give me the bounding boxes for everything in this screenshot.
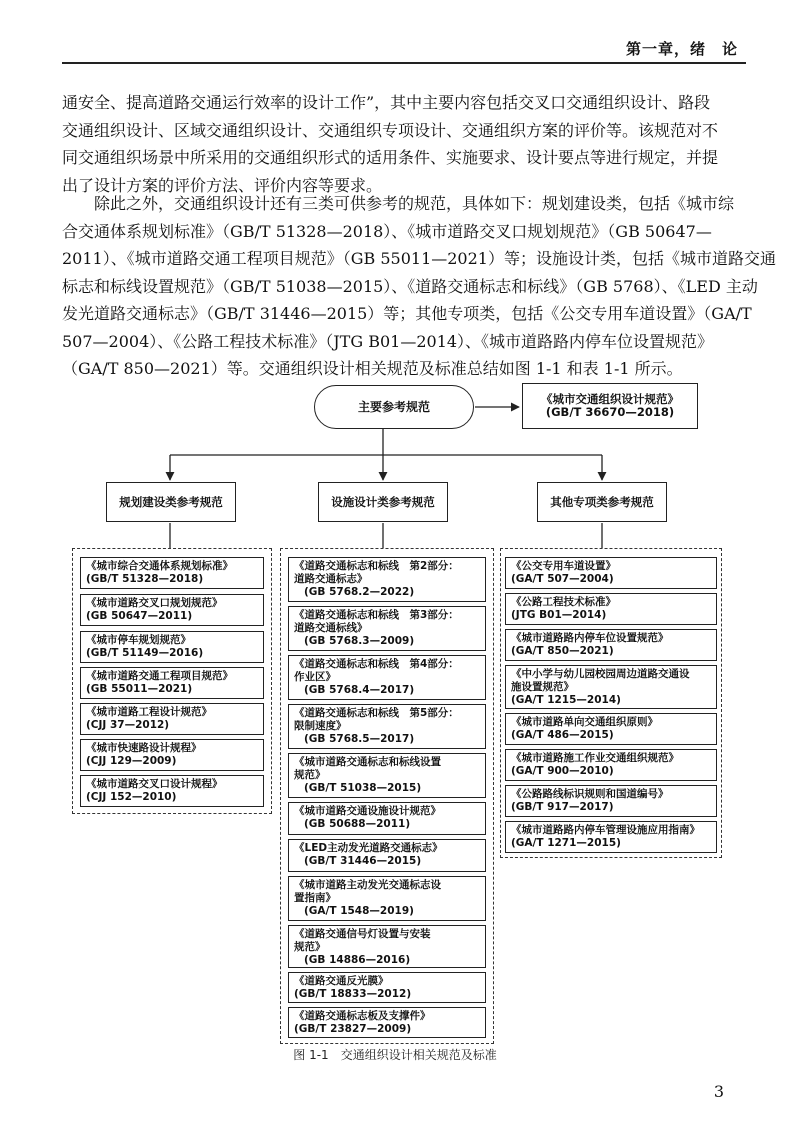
item-title-cont: 规范》 <box>294 941 326 953</box>
planning-item <box>80 667 264 699</box>
item-code: (CJJ 152—2010) <box>86 791 177 803</box>
planning-item <box>80 775 264 807</box>
facility-item <box>288 753 486 798</box>
item-title: 《中小学与幼儿园校园周边道路交通设 <box>511 668 690 680</box>
facility-item <box>288 557 486 602</box>
item-title: 《城市道路路内停车位设置规范》 <box>511 632 669 644</box>
item-title: 《道路交通标志和标线 第3部分： <box>294 609 459 621</box>
item-title-cont: 施设置规范》 <box>511 681 574 693</box>
running-header: 第一章，绪 论 <box>625 40 738 58</box>
other-item <box>505 557 717 589</box>
item-title: 《道路交通标志和标线 第2部分： <box>294 560 459 572</box>
other-item <box>505 713 717 745</box>
item-title: 《城市道路交通设施设计规范》 <box>294 805 441 817</box>
other-item <box>505 593 717 625</box>
other-item <box>505 629 717 661</box>
planning-item <box>80 631 264 663</box>
item-title: 《城市道路交叉口规划规范》 <box>86 597 223 609</box>
text-line: 合交通体系规划标准》（GB/T 51328—2018）、《城市道路交叉口规划规范》（GB 50647— <box>62 221 712 241</box>
item-title: 《城市道路施工作业交通组织规范》 <box>511 752 679 764</box>
text-line: 同交通组织场景中所采用的交通组织形式的适用条件、实施要求、设计要点等进行规定，并提 <box>62 148 719 167</box>
planning-item <box>80 739 264 771</box>
item-code: (GB 5768.2—2022) <box>304 586 415 598</box>
item-title-cont: 规范》 <box>294 769 326 781</box>
item-title-cont: 道路交通标线》 <box>294 622 368 634</box>
paragraph-2 <box>62 190 776 383</box>
item-title-cont: 作业区》 <box>294 671 336 683</box>
item-title: 《城市道路单向交通组织原则》 <box>511 716 658 728</box>
item-title: 《城市道路交叉口设计规程》 <box>86 778 223 790</box>
text-line: 发光道路交通标志》（GB/T 31446—2015）等；其他专项类，包括《公交专用车道设置》（GA/T <box>62 304 752 323</box>
item-title: 《城市停车规划规范》 <box>86 634 191 646</box>
item-code: (GB 55011—2021) <box>86 683 193 695</box>
item-title: 《城市道路交通标志和标线设置 <box>294 756 441 768</box>
text-line: 出了设计方案的评价方法、评价内容等要求。 <box>62 175 383 195</box>
other-item <box>505 821 717 853</box>
item-code: (GB/T 51149—2016) <box>86 647 204 659</box>
item-code: (GB 50688—2011) <box>304 818 411 830</box>
item-code: (CJJ 37—2012) <box>86 719 170 731</box>
item-code: (GB/T 23827—2009) <box>294 1023 412 1035</box>
planning-item <box>80 557 264 589</box>
item-code: (GA/T 850—2021) <box>511 645 614 657</box>
item-code: (GB/T 18833—2012) <box>294 988 412 1000</box>
text-line: 507—2004）、《公路工程技术标准》（JTG B01—2014）、《城市道路路内停车位设置规范》 <box>62 331 714 351</box>
category-facility: 设施设计类参考规范 <box>318 482 448 522</box>
item-title-cont: 道路交通标志》 <box>294 573 368 585</box>
item-title: 《LED主动发光道路交通标志》 <box>294 842 443 854</box>
item-code: (GB/T 51328—2018) <box>86 573 204 585</box>
page-number: 3 <box>713 1082 724 1101</box>
item-title: 《道路交通标志和标线 第5部分： <box>294 707 459 719</box>
item-title: 《城市道路主动发光交通标志设 <box>294 879 441 891</box>
item-title: 《道路交通信号灯设置与安装 <box>294 928 431 940</box>
text-line: 交通组织设计、区域交通组织设计、交通组织专项设计、交通组织方案的评价等。该规范对不 <box>62 120 719 140</box>
item-code: (GA/T 1215—2014) <box>511 694 621 706</box>
category-other: 其他专项类参考规范 <box>537 482 667 522</box>
text-line: 2011）、《城市道路交通工程项目规范》（GB 55011—2021）等；设施设计类，包括《城市道路交通 <box>62 249 776 268</box>
item-code: (GB/T 51038—2015) <box>304 782 422 794</box>
planning-item <box>80 594 264 626</box>
other-item <box>505 665 717 709</box>
text-line: 标志和标线设置规范》（GB/T 51038—2015）、《道路交通标志和标线》（GB 5768）、《LED 主动 <box>62 276 758 296</box>
item-code: (GA/T 1271—2015) <box>511 837 621 849</box>
item-code: (GB 5768.3—2009) <box>304 635 415 647</box>
item-title: 《城市综合交通体系规划标准》 <box>86 560 233 572</box>
item-code: (GB 5768.4—2017) <box>304 684 415 696</box>
facility-item <box>288 655 486 700</box>
other-item <box>505 749 717 781</box>
item-code: (GA/T 486—2015) <box>511 729 614 741</box>
item-code: (CJJ 129—2009) <box>86 755 177 767</box>
item-title: 《道路交通标志板及支撑件》 <box>294 1010 431 1022</box>
facility-item <box>288 1007 486 1038</box>
item-title: 《道路交通标志和标线 第4部分： <box>294 658 459 670</box>
item-title: 《城市道路工程设计规范》 <box>86 706 212 718</box>
facility-item <box>288 925 486 968</box>
item-title: 《道路交通反光膜》 <box>294 975 389 987</box>
item-title: 《城市快速路设计规程》 <box>86 742 202 754</box>
figure-caption: 图 1-1 交通组织设计相关规范及标准 <box>293 1048 497 1062</box>
facility-item <box>288 839 486 872</box>
facility-item <box>288 606 486 651</box>
header-rule <box>62 62 746 64</box>
item-code: (JTG B01—2014) <box>511 609 607 621</box>
item-title-cont: 限制速度》 <box>294 720 347 732</box>
facility-item <box>288 972 486 1003</box>
item-title: 《城市道路路内停车管理设施应用指南》 <box>511 824 700 836</box>
item-code: (GA/T 900—2010) <box>511 765 614 777</box>
paragraph-1 <box>62 89 730 199</box>
item-title: 《公路路线标识规则和国道编号》 <box>511 788 669 800</box>
item-code: (GA/T 507—2004) <box>511 573 614 585</box>
item-title: 《公交专用车道设置》 <box>511 560 616 572</box>
item-code: (GB/T 917—2017) <box>511 801 614 813</box>
main-spec-node <box>522 383 698 429</box>
facility-item <box>288 876 486 921</box>
item-code: (GB/T 31446—2015) <box>304 855 422 867</box>
item-code: (GB 5768.5—2017) <box>304 733 415 745</box>
text-line: 通安全、提高道路交通运行效率的设计工作”，其中主要内容包括交叉口交通组织设计、路段 <box>62 93 711 112</box>
planning-item <box>80 703 264 735</box>
main-spec-code: (GB/T 36670—2018) <box>545 405 675 419</box>
main-spec-title: 《城市交通组织设计规范》 <box>541 392 679 406</box>
item-code: (GB 50647—2011) <box>86 610 193 622</box>
item-code: (GB 14886—2016) <box>304 954 411 966</box>
item-title-cont: 置指南》 <box>294 892 336 904</box>
other-item <box>505 785 717 817</box>
item-code: (GA/T 1548—2019) <box>304 905 414 917</box>
text-line: （GA/T 850—2021）等。交通组织设计相关规范及标准总结如图 1-1 和表 1-1 所示。 <box>62 359 683 378</box>
category-planning: 规划建设类参考规范 <box>106 482 236 522</box>
facility-item <box>288 802 486 835</box>
root-node: 主要参考规范 <box>314 385 474 429</box>
facility-item <box>288 704 486 749</box>
item-title: 《城市道路交通工程项目规范》 <box>86 670 233 682</box>
text-line: 除此之外，交通组织设计还有三类可供参考的规范，具体如下：规划建设类，包括《城市综 <box>94 194 735 213</box>
item-title: 《公路工程技术标准》 <box>511 596 616 608</box>
